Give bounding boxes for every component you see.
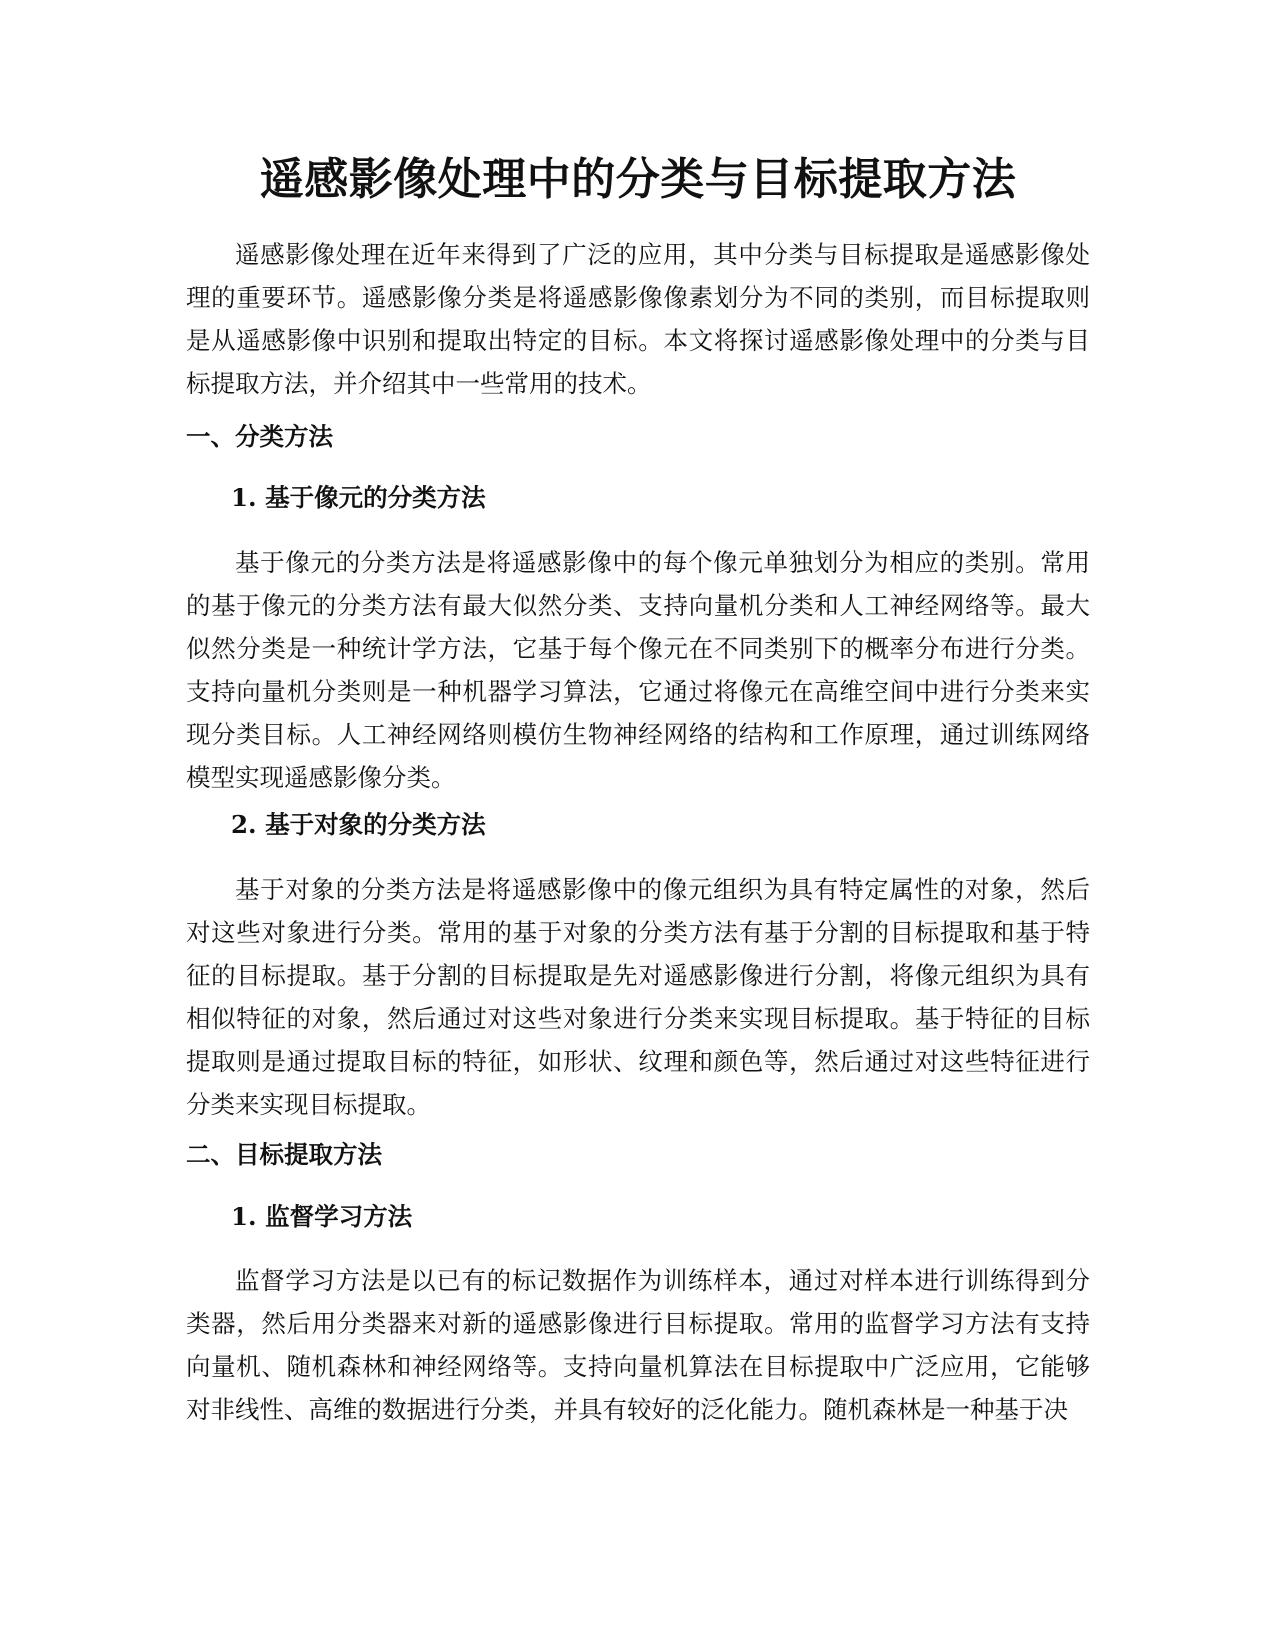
document-title: 遥感影像处理中的分类与目标提取方法 [259,154,1017,205]
intro-paragraph: 遥感影像处理在近年来得到了广泛的应用，其中分类与目标提取是遥感影像处理的重要环节。遥感影像分类是将遥感影像像素划分为不同的类别，而目标提取则是从遥感影像中识别和提取出特定的目标。本文将探讨遥感影像处理中的分类与目标提取方法，并介绍其中一些常用的技术。 [186,240,1090,398]
subsection-heading-pixel-based: 1. 基于像元的分类方法 [231,483,486,512]
section-heading-target-extraction: 二、目标提取方法 [186,1140,382,1169]
supervised-paragraph: 监督学习方法是以已有的标记数据作为训练样本，通过对样本进行训练得到分类器，然后用分类器来对新的遥感影像进行目标提取。常用的监督学习方法有支持向量机、随机森林和神经网络等。支持向量机算法在目标提取中广泛应用，它能够对非线性、高维的数据进行分类，并具有较好的泛化能力。随机森林是一种基于决 [186,1266,1090,1424]
subsection-heading-supervised: 1. 监督学习方法 [231,1202,413,1231]
subsection-heading-object-based: 2. 基于对象的分类方法 [231,810,486,839]
section-heading-classification: 一、分类方法 [186,422,333,451]
object-based-paragraph: 基于对象的分类方法是将遥感影像中的像元组织为具有特定属性的对象，然后对这些对象进行分类。常用的基于对象的分类方法有基于分割的目标提取和基于特征的目标提取。基于分割的目标提取是先对遥感影像进行分割，将像元组织为具有相似特征的对象，然后通过对这些对象进行分类来实现目标提取。基于特征的目标提取则是通过提取目标的特征，如形状、纹理和颜色等，然后通过对这些特征进行分类来实现目标提取。 [186,875,1090,1119]
pixel-based-paragraph: 基于像元的分类方法是将遥感影像中的每个像元单独划分为相应的类别。常用的基于像元的分类方法有最大似然分类、支持向量机分类和人工神经网络等。最大似然分类是一种统计学方法，它基于每个像元在不同类别下的概率分布进行分类。支持向量机分类则是一种机器学习算法，它通过将像元在高维空间中进行分类来实现分类目标。人工神经网络则模仿生物神经网络的结构和工作原理，通过训练网络模型实现遥感影像分类。 [186,548,1090,792]
